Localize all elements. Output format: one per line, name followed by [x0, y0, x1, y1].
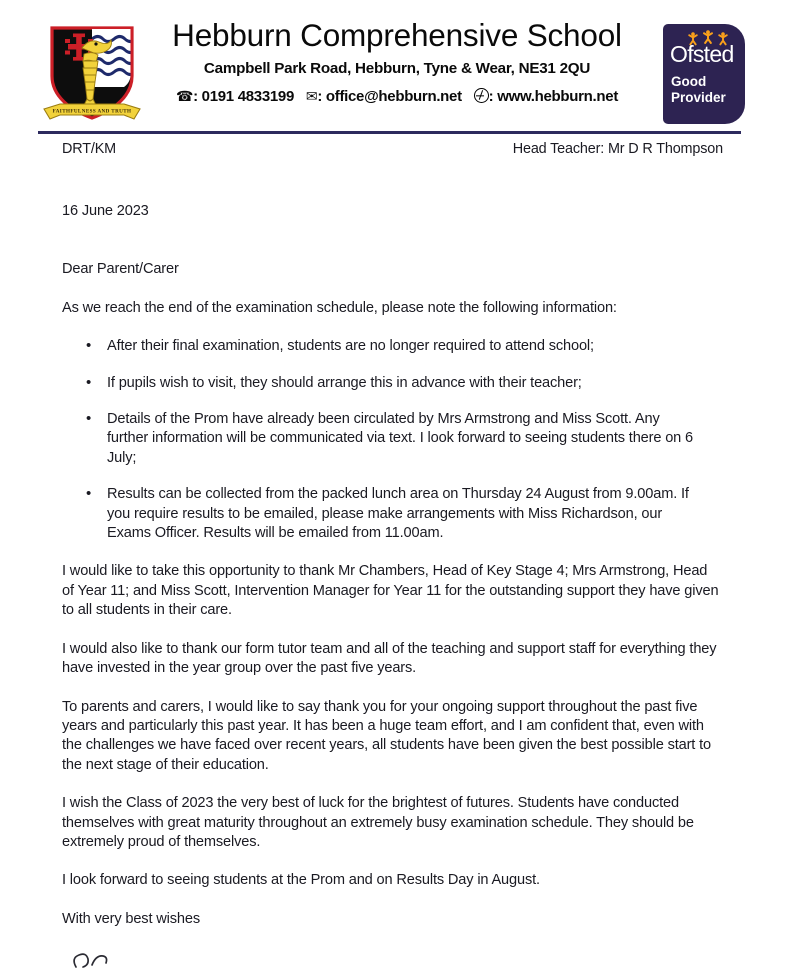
crest-motto: FAITHFULNESS AND TRUTH — [52, 108, 132, 115]
list-item: • Details of the Prom have already been circulated by Mrs Armstrong and Miss Scott. Any further information will be communicated via text. I look forward to seeing students there on 6 July; — [62, 410, 700, 468]
list-item: • After their final examination, students are no longer required to attend school; — [62, 337, 700, 356]
closing-line: With very best wishes — [62, 910, 200, 927]
ofsted-rating-line1: Good — [671, 74, 707, 89]
ofsted-rating-line2: Provider — [671, 89, 726, 105]
salutation: Dear Parent/Carer — [62, 261, 179, 278]
globe-icon — [474, 88, 489, 103]
list-item: • Results can be collected from the packed lunch area on Thursday 24 August from 9.00am. If you require results to be emailed, please make arrangements with Miss Richardson, our Exams Officer. Results will be emailed from 11.00am. — [62, 485, 700, 543]
envelope-icon: ✉ — [305, 88, 318, 105]
paragraph-good-luck: I wish the Class of 2023 the very best of luck for the brightest of futures. Students have conducted themselves with great maturity throughout an extremely busy examination schedule. They should be extremely proud of themselves. — [62, 795, 694, 850]
ofsted-rating — [671, 74, 726, 106]
school-name: Hebburn Comprehensive School — [172, 17, 622, 53]
school-identity — [150, 18, 644, 105]
phone-contact — [176, 88, 294, 105]
phone-number: : 0191 4833199 — [193, 88, 295, 106]
telephone-icon: ☎ — [175, 88, 194, 105]
school-crest-icon — [38, 18, 146, 126]
letter-text — [62, 202, 720, 929]
paragraph-thanks-staff: I would like to take this opportunity to thank Mr Chambers, Head of Key Stage 4; Mrs Armstrong, Head of Year 11; and Miss Scott, Intervention Manager for Year 11 for the outstanding support they have given to all students in their care. — [62, 563, 719, 619]
list-item: • If pupils wish to visit, they should arrange this in advance with their teacher; — [62, 374, 700, 393]
email-contact — [306, 88, 462, 105]
head-teacher-name: Head Teacher: Mr D R Thompson — [512, 141, 723, 157]
letter-date: 16 June 2023 — [62, 203, 149, 219]
reference-line — [62, 141, 723, 163]
paragraph-look-forward: I look forward to seeing students at the Prom and on Results Day in August. — [62, 872, 540, 889]
letter-body — [0, 141, 785, 969]
information-bullet-list — [62, 337, 720, 543]
school-address: Campbell Park Road, Hebburn, Tyne & Wear, NE31 2QU — [203, 60, 591, 78]
signature-image — [62, 943, 242, 969]
email-address: : office@hebburn.net — [317, 88, 462, 106]
school-contacts — [150, 86, 644, 105]
paragraph-thanks-parents: To parents and carers, I would like to say thank you for your ongoing support throughout the past five years and particularly this past year. It has been a huge team effort, and I am confident that, even with the challenges we have faced over recent years, all students have been given the best possible start to the next stage of their education. — [62, 698, 711, 773]
paragraph-thanks-tutors: I would also like to thank our form tutor team and all of the teaching and support staff for everything they have invested in the year group over the past five years. — [62, 640, 717, 677]
letterhead — [0, 0, 785, 126]
ofsted-wordmark: Ofsted — [670, 41, 734, 67]
ofsted-badge — [663, 24, 745, 124]
letter-reference: DRT/KM — [62, 141, 116, 157]
website-address: : www.hebburn.net — [488, 88, 619, 106]
header-divider — [38, 131, 741, 134]
intro-paragraph: As we reach the end of the examination schedule, please note the following information: — [62, 299, 617, 316]
web-contact — [474, 88, 618, 105]
